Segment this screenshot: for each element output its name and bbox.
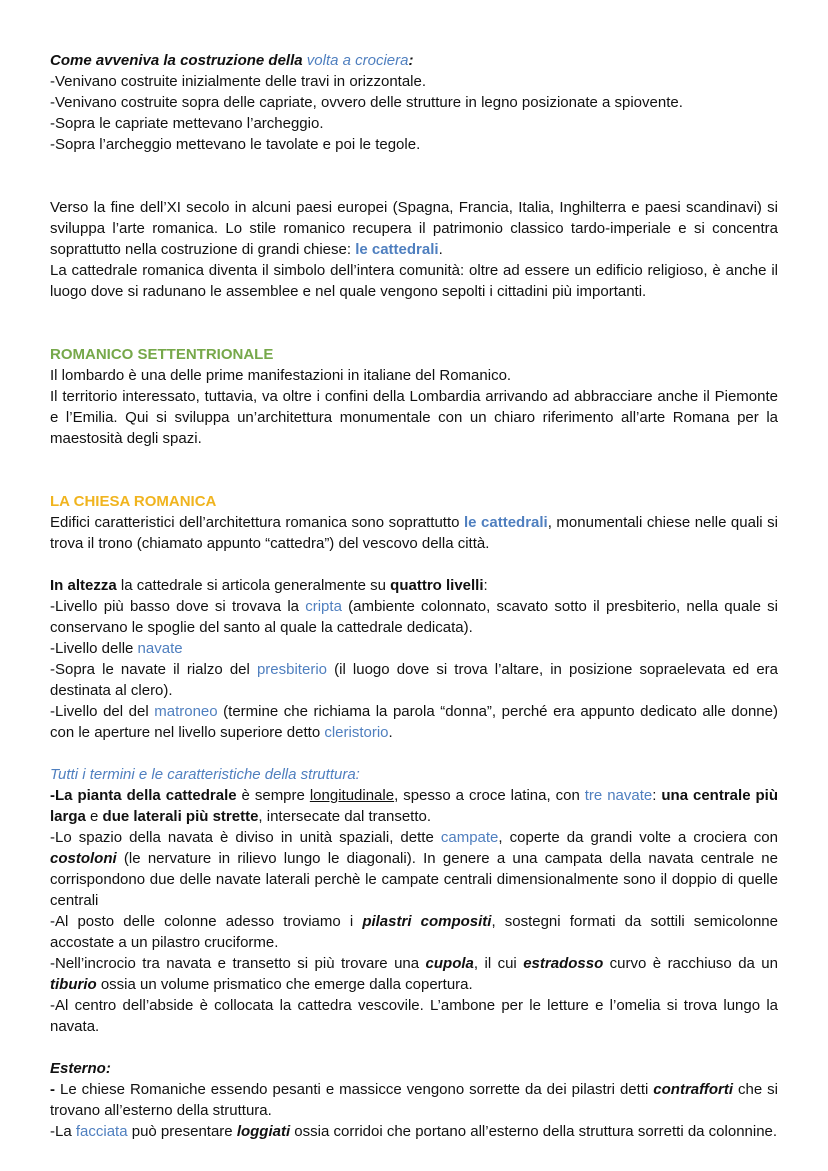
cupola-paragraph xyxy=(50,953,778,995)
pianta-text-4: e xyxy=(85,808,103,825)
volta-step-2: -Venivano costruite sopra delle capriate, ovvero delle strutture in legno posizionate a spiovente. xyxy=(50,94,683,111)
altezza-line xyxy=(50,575,778,596)
tiburio-term: tiburio xyxy=(50,976,97,993)
cupola-text-2: , il cui xyxy=(473,955,524,972)
pianta-text-3: : xyxy=(652,787,662,804)
livello-4-text: -Livello del del xyxy=(50,703,155,720)
quattro-livelli-bold: quattro livelli xyxy=(390,577,484,594)
chiesa-p-end: , monumentali chiese nelle quali si trova il trono (chiamato appunto “cattedra”) del vescovo della città. xyxy=(50,514,778,552)
altezza-end: : xyxy=(483,577,488,594)
chiesa-p-text: Edifici caratteristici dell’architettura romanica sono soprattutto xyxy=(50,514,464,531)
spazio-paragraph xyxy=(50,827,778,911)
pilastri-compositi-term: pilastri compositi xyxy=(362,913,492,930)
facciata-term: facciata xyxy=(75,1123,128,1140)
contrafforti-term: contrafforti xyxy=(653,1081,734,1098)
cupola-term: cupola xyxy=(425,955,474,972)
tre-navate-term: tre navate xyxy=(584,787,653,804)
facciata-text-1: -La xyxy=(50,1123,76,1140)
longitudinale-underline: longitudinale xyxy=(309,787,395,804)
spazio-text-2: , coperte da grandi volte a crociera con xyxy=(498,829,778,846)
volta-crociera-term: volta a crociera xyxy=(306,52,409,69)
estradosso-term: estradosso xyxy=(523,955,604,972)
livello-4-end: . xyxy=(388,724,393,741)
chiesa-paragraph xyxy=(50,512,778,554)
volta-step-1: -Venivano costruite inizialmente delle travi in orizzontale. xyxy=(50,73,427,90)
cupola-text-3: curvo è racchiuso da un xyxy=(603,955,778,972)
cattedrali-term: le cattedrali xyxy=(355,241,439,258)
settentrionale-heading: ROMANICO SETTENTRIONALE xyxy=(50,346,274,363)
contrafforti-paragraph xyxy=(50,1079,778,1121)
pianta-text-1: è sempre xyxy=(236,787,310,804)
cupola-text-1: -Nell’incrocio tra navata e transetto si più trovare una xyxy=(50,955,426,972)
pianta-text-2: , spesso a croce latina, con xyxy=(394,787,585,804)
chiesa-heading: LA CHIESA ROMANICA xyxy=(50,493,217,510)
livello-3-end: (il luogo dove si trova l’altare, in posizione sopraelevata ed era destinata al clero). xyxy=(50,661,778,699)
livello-3 xyxy=(50,659,778,701)
pilastri-paragraph xyxy=(50,911,778,953)
campate-term: campate xyxy=(440,829,499,846)
esterno-dash: - xyxy=(50,1081,55,1098)
matroneo-term: matroneo xyxy=(154,703,218,720)
loggiati-term: loggiati xyxy=(236,1123,291,1140)
spazio-text-1: -Lo spazio della navata è diviso in unità spaziali, dette xyxy=(50,829,441,846)
intro-p1-text: Verso la fine dell’XI secolo in alcuni paesi europei (Spagna, Francia, Italia, Inghilterra e paesi scandinavi) si sviluppa l’arte romanica. Lo stile romanico recupera il patrimonio classico tardo-imperiale e si concentra soprattutto nella costruzione di grandi chiese: xyxy=(50,199,778,258)
intro-paragraph-2: La cattedrale romanica diventa il simbolo dell’intera comunità: oltre ad essere un edificio religioso, è anche il luogo dove si radunano le assemblee e nel quale vengono sepolti i cittadini più importanti. xyxy=(50,262,778,300)
pianta-paragraph xyxy=(50,785,778,827)
livello-2 xyxy=(50,638,778,659)
pianta-text-5: , intersecate dal transetto. xyxy=(258,808,432,825)
pilastri-text-2: , sostegni formati da sottili semicolonne accostate a un pilastro cruciforme. xyxy=(50,913,778,951)
volta-heading xyxy=(50,50,778,71)
contrafforti-text-2: che si trovano all’esterno della struttura. xyxy=(50,1081,778,1119)
livello-2-text: -Livello delle xyxy=(50,640,138,657)
volta-heading-text: Come avveniva la costruzione della xyxy=(50,52,307,69)
pianta-bold: -La pianta della cattedrale xyxy=(50,787,237,804)
volta-step-3: -Sopra le capriate mettevano l’archeggio. xyxy=(50,115,324,132)
document-content xyxy=(50,50,778,1142)
navata-centrale-bold: una centrale più larga xyxy=(50,787,778,825)
livello-3-text: -Sopra le navate il rialzo del xyxy=(50,661,257,678)
livello-1 xyxy=(50,596,778,638)
facciata-text-2: può presentare xyxy=(127,1123,237,1140)
navate-term: navate xyxy=(137,640,183,657)
termini-heading: Tutti i termini e le caratteristiche della struttura: xyxy=(50,766,360,783)
livello-1-text: -Livello più basso dove si trovava la xyxy=(50,598,306,615)
livello-4 xyxy=(50,701,778,743)
pilastri-text-1: -Al posto delle colonne adesso troviamo i xyxy=(50,913,363,930)
altezza-bold: In altezza xyxy=(50,577,117,594)
settentrionale-paragraph: Il territorio interessato, tuttavia, va oltre i confini della Lombardia arrivando ad abbracciare anche il Piemonte e l’Emilia. Qui si sviluppa un’architettura monumentale con un chiaro riferimento all’arte Romana per la maestosità degli spazi. xyxy=(50,388,778,447)
facciata-paragraph xyxy=(50,1121,778,1142)
navate-laterali-bold: due laterali più strette xyxy=(102,808,259,825)
volta-heading-colon: : xyxy=(408,52,414,69)
livello-1-end: (ambiente colonnato, scavato sotto il presbiterio, nella quale si conservano le spoglie del santo al quale la cattedrale dedicata). xyxy=(50,598,778,636)
volta-step-4: -Sopra l’archeggio mettevano le tavolate e poi le tegole. xyxy=(50,136,421,153)
spazio-text-3: (le nervature in rilievo lungo le diagonali). In genere a una campata della navata centrale ne corrispondono due delle navate laterali perchè le campate centrali dimensionalmente sono il doppio di quelle centrali xyxy=(50,850,778,909)
settentrionale-line-1: Il lombardo è una delle prime manifestazioni in italiane del Romanico. xyxy=(50,367,512,384)
intro-paragraph-1 xyxy=(50,197,778,260)
cupola-text-4: ossia un volume prismatico che emerge dalla copertura. xyxy=(96,976,473,993)
livello-4-mid: (termine che richiama la parola “donna”, perché era appunto dedicato alle donne) con le aperture nel livello superiore detto xyxy=(50,703,778,741)
costoloni-term: costoloni xyxy=(50,850,117,867)
presbiterio-term: presbiterio xyxy=(256,661,327,678)
cleristorio-term: cleristorio xyxy=(324,724,389,741)
contrafforti-text-1: Le chiese Romaniche essendo pesanti e massicce vengono sorrette da dei pilastri detti xyxy=(55,1081,654,1098)
cattedrali-term-2: le cattedrali xyxy=(464,514,548,531)
intro-p1-end: . xyxy=(438,241,443,258)
altezza-text: la cattedrale si articola generalmente su xyxy=(116,577,391,594)
esterno-heading: Esterno: xyxy=(50,1060,111,1077)
abside-paragraph: -Al centro dell’abside è collocata la cattedra vescovile. L’ambone per le letture e l’omelia si trova lungo la navata. xyxy=(50,997,778,1035)
facciata-text-3: ossia corridoi che portano all’esterno della struttura sorretti da colonnine. xyxy=(290,1123,778,1140)
cripta-term: cripta xyxy=(305,598,342,615)
